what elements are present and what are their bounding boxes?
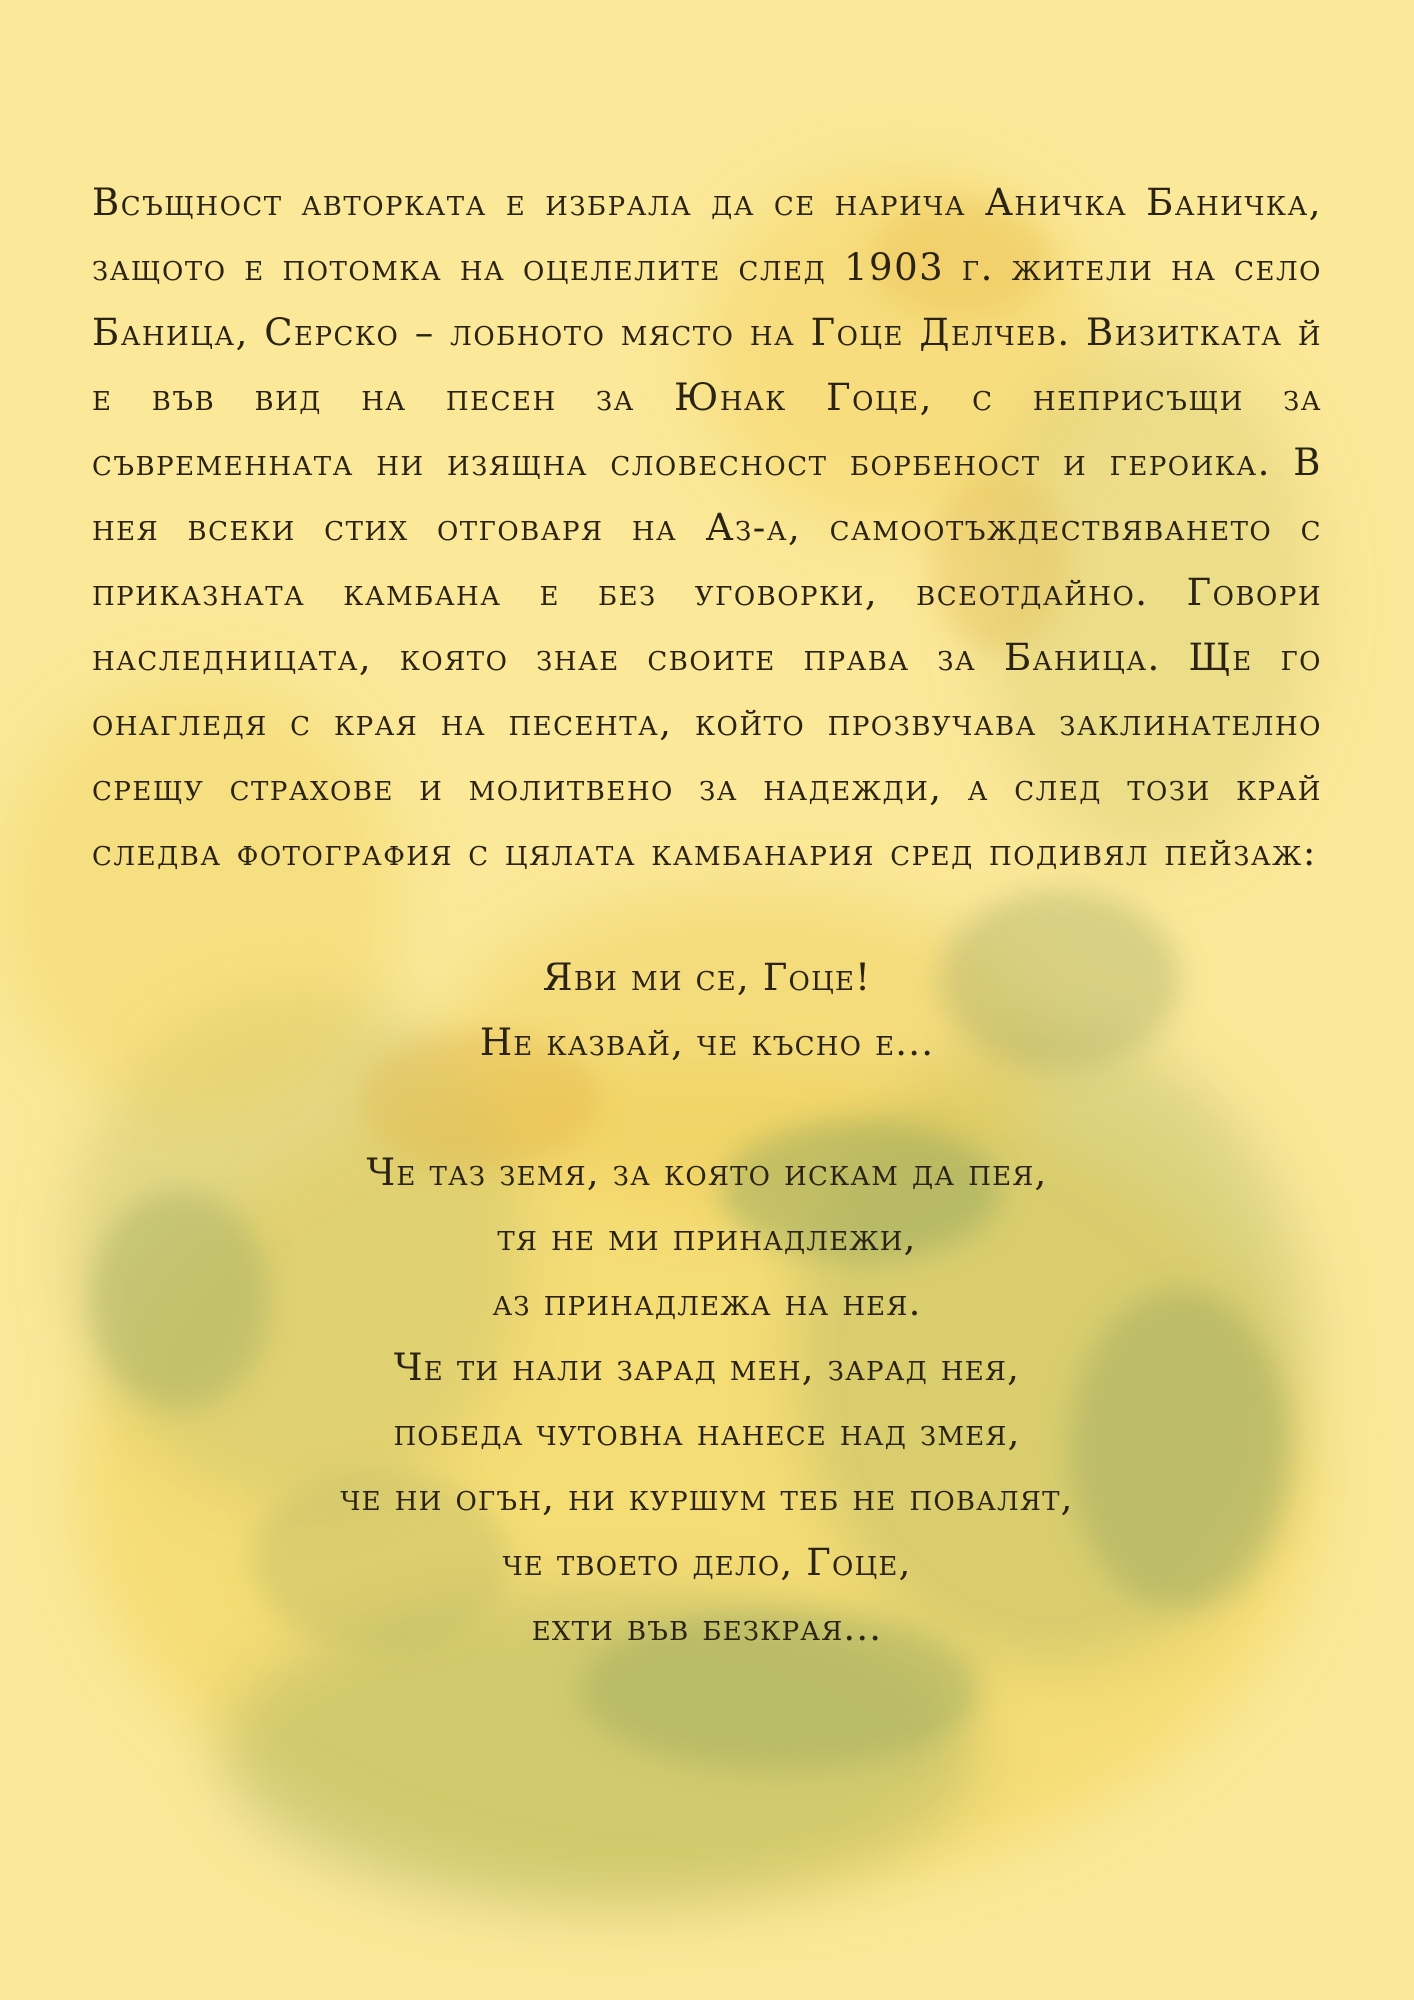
poem-line: победа чутовна нанесе над змея, (393, 1411, 1021, 1454)
poem-line: че твоето дело, Гоце, (502, 1541, 912, 1584)
poem-line: Че ти нали зарад мен, зарад нея, (393, 1346, 1021, 1389)
page-content (92, 170, 1322, 1660)
poem-line: Че таз земя, за която искам да пея, (366, 1151, 1048, 1194)
poem-line: че ни огън, ни куршум теб не повалят, (340, 1476, 1074, 1519)
poem-line: тя не ми принадлежи, (497, 1216, 917, 1259)
poem-line: Не казвай, че късно е... (479, 1021, 935, 1064)
poem (92, 945, 1322, 1660)
poem-line: аз принадлежа на нея. (492, 1281, 922, 1324)
poem-stanza-1 (92, 945, 1322, 1075)
poem-line: Яви ми се, Гоце! (542, 956, 872, 999)
poem-stanza-2 (92, 1140, 1322, 1660)
body-paragraph: Всъщност авторката е избрала да се нарича Аничка Баничка, защото е потомка на оцелелите след 1903 г. жители на село Баница, Серско – лобното място на Гоце Делчев. Визитката й е във вид на песен за Юнак Гоце, с неприсъщи за съвременната ни изящна словесност борбеност и героика. В нея всеки стих отговаря на Аз-а, самоотъждествяването с приказната камбана е без уговорки, всеотдайно. Говори наследницата, която знае своите права за Баница. Ще го онагледя с края на песента, който прозвучава заклинателно срещу страхове и молитвено за надежди, а след този край следва фотография с цялата камбанария сред подивял пейзаж: (92, 181, 1322, 874)
poem-line: ехти във безкрая... (531, 1606, 883, 1649)
